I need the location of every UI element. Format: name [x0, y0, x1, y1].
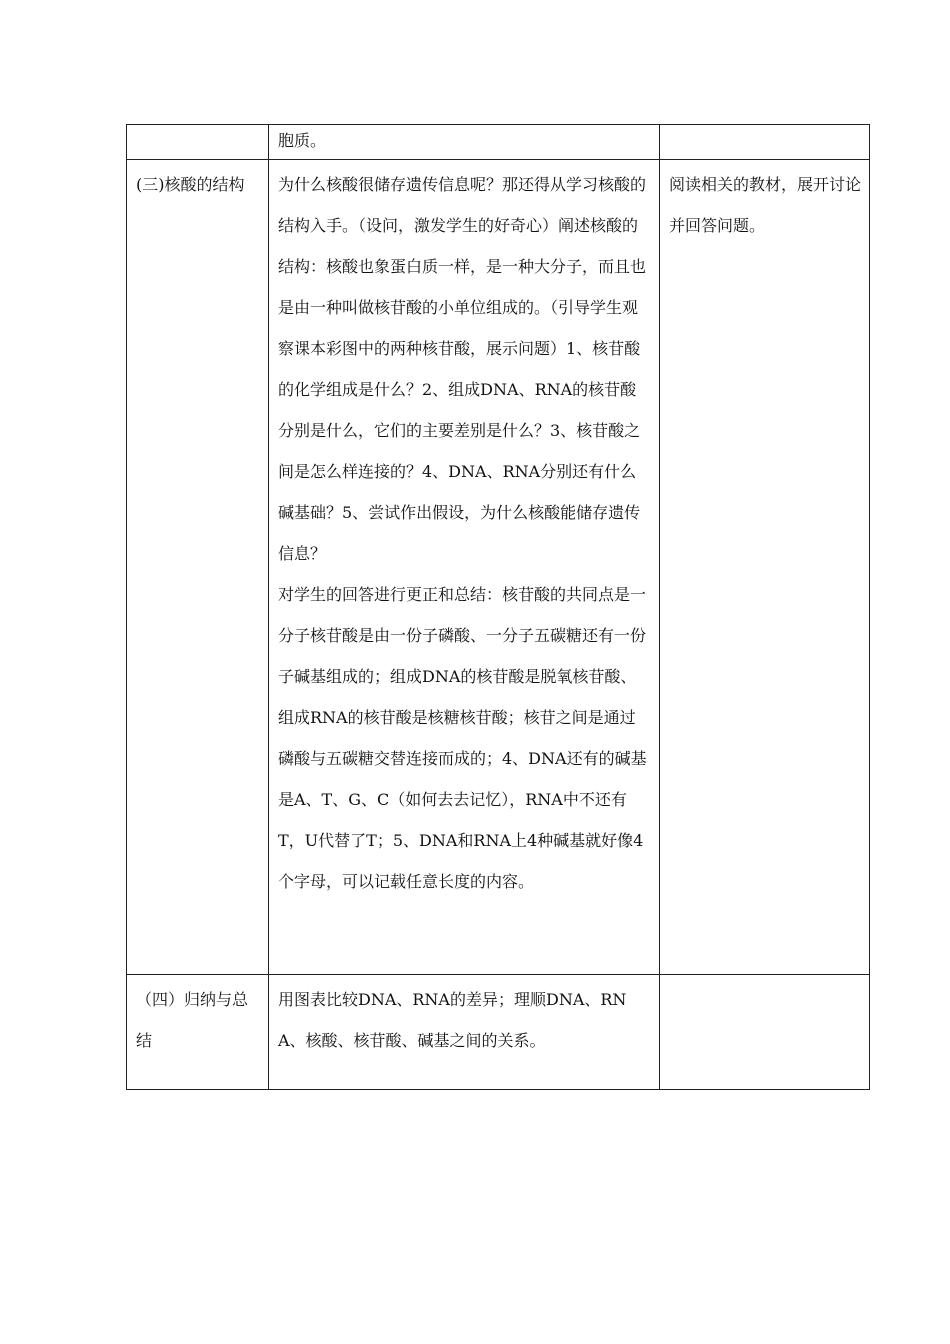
table-row: [127, 975, 870, 1090]
lesson-plan-table: [126, 124, 870, 1090]
section-cell: (三)核酸的结构: [127, 160, 269, 975]
student-activity-cell: [660, 125, 870, 160]
section-cell: [127, 125, 269, 160]
teacher-activity-cell: [269, 125, 660, 160]
table-row: [127, 160, 870, 975]
student-activity-cell: 阅读相关的教材，展开讨论并回答问题。: [660, 160, 870, 975]
teacher-paragraph: 为什么核酸很储存遗传信息呢？那还得从学习核酸的结构入手。（设问，激发学生的好奇心）阐述核酸的结构：核酸也象蛋白质一样，是一种大分子，而且也是由一种叫做核苷酸的小单位组成的。（引导学生观察课本彩图中的两种核苷酸，展示问题）1、核苷酸的化学组成是什么？2、组成DNA、RNA的核苷酸分别是什么，它们的主要差别是什么？3、核苷酸之间是怎么样连接的？4、DNA、RNA分别还有什么碱基础？5、尝试作出假设，为什么核酸能储存遗传信息？: [278, 175, 647, 563]
teacher-paragraph: 用图表比较DNA、RNA的差异；理顺DNA、RNA、核酸、核苷酸、碱基之间的关系。: [278, 990, 627, 1050]
teacher-paragraph: 对学生的回答进行更正和总结：核苷酸的共同点是一分子核苷酸是由一份子磷酸、一分子五碳糖还有一份子碱基组成的；组成DNA的核苷酸是脱氧核苷酸、组成RNA的核苷酸是核糖核苷酸；核苷之间是通过磷酸与五碳糖交替连接而成的；4、DNA还有的碱基是A、T、G、C（如何去去记忆），RNA中不还有T，U代替了T；5、DNA和RNA上4种碱基就好像4个字母，可以记载任意长度的内容。: [278, 585, 647, 891]
teacher-activity-cell: [269, 160, 660, 975]
teacher-activity-cell: [269, 975, 660, 1090]
teacher-paragraph: 胞质。: [278, 131, 327, 150]
table-row: [127, 125, 870, 160]
section-cell: （四）归纳与总结: [127, 975, 269, 1090]
student-activity-cell: [660, 975, 870, 1090]
